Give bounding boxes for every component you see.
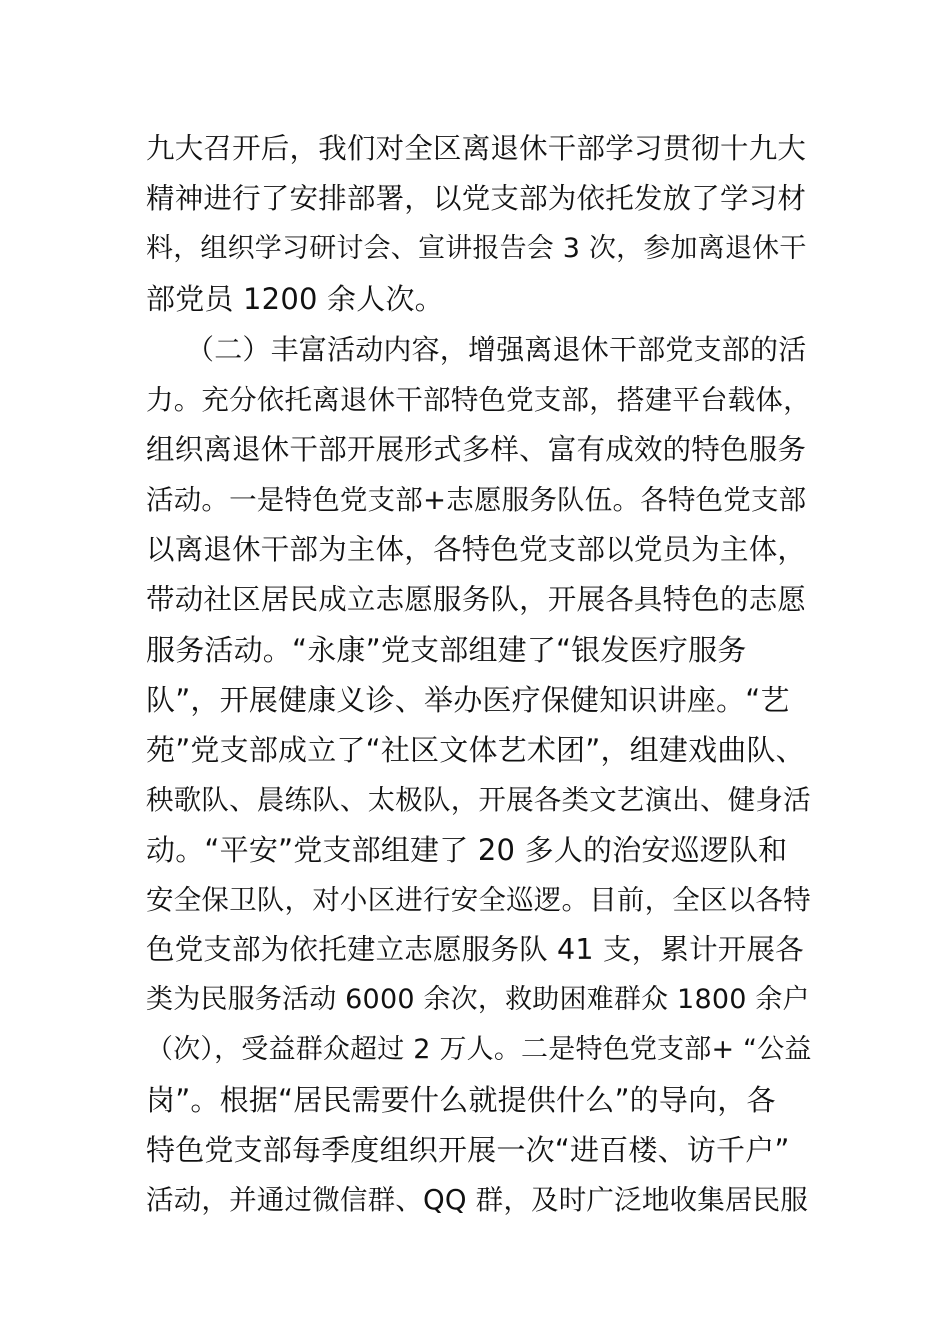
text-line: 色党支部为依托建立志愿服务队 41 支，累计开展各	[146, 933, 804, 966]
text-line: 活动。一是特色党支部+志愿服务队伍。各特色党支部	[146, 484, 807, 516]
text-line: 活动，并通过微信群、QQ 群，及时广泛地收集居民服	[146, 1184, 809, 1216]
text-line: （次），受益群众超过 2 万人。二是特色党支部+ “公益	[146, 1034, 812, 1065]
text-line: 服务活动。“永康”党支部组建了“银发医疗服务	[146, 633, 747, 667]
text-line: 以离退休干部为主体，各特色党支部以党员为主体，	[146, 533, 807, 566]
text-line: 带动社区居民成立志愿服务队，开展各具特色的志愿	[146, 583, 807, 616]
text-line: 动。“平安”党支部组建了 20 多人的治安巡逻队和	[146, 833, 788, 867]
text-line: 苑”党支部成立了“社区文体艺术团”，组建戏曲队、	[146, 733, 805, 767]
text-line: 特色党支部每季度组织开展一次“进百楼、访千户”	[146, 1133, 790, 1167]
text-line: 九大召开后，我们对全区离退休干部学习贯彻十九大	[146, 132, 807, 165]
text-line: 料，组织学习研讨会、宣讲报告会 3 次，参加离退休干	[146, 233, 807, 264]
text-line: 岗”。根据“居民需要什么就提供什么”的导向，各	[146, 1083, 776, 1117]
text-line: 类为民服务活动 6000 余次，救助困难群众 1800 余户	[146, 984, 810, 1015]
text-line: 组织离退休干部开展形式多样、富有成效的特色服务	[146, 433, 807, 466]
section-heading-line: （二）丰富活动内容，增强离退休干部党支部的活	[186, 333, 807, 366]
text-line: 力。充分依托离退休干部特色党支部，搭建平台载体，	[146, 384, 811, 416]
text-line: 精神进行了安排部署，以党支部为依托发放了学习材	[146, 182, 807, 215]
text-line: 秧歌队、晨练队、太极队，开展各类文艺演出、健身活	[146, 784, 811, 816]
text-line: 部党员 1200 余人次。	[146, 282, 444, 316]
text-line: 队”，开展健康义诊、举办医疗保健知识讲座。“艺	[146, 683, 790, 717]
text-line: 安全保卫队，对小区进行安全巡逻。目前，全区以各特	[146, 884, 811, 916]
